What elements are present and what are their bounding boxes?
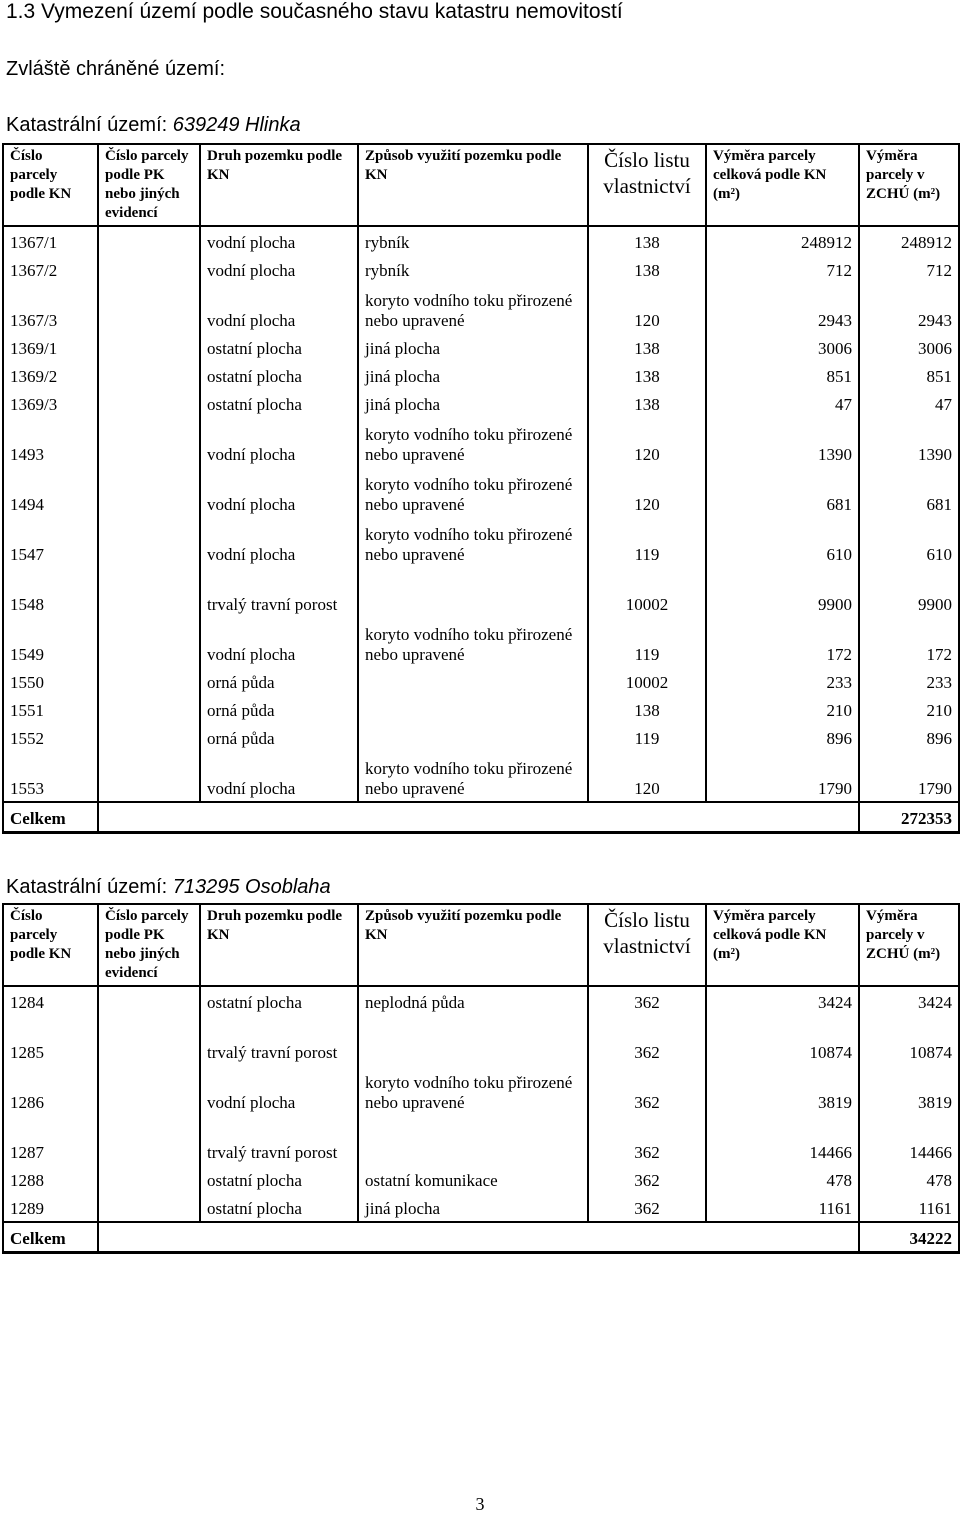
header-protected-area: Výměra parcely v ZCHÚ (m²) (859, 144, 959, 226)
land-use: koryto vodního toku přirozené nebo upravené (358, 283, 588, 333)
land-type: vodní plocha (200, 1065, 358, 1115)
total-area: 712 (706, 255, 859, 283)
header-ownership-sheet: Číslo listu vlastnictví (588, 904, 706, 986)
protected-area: 478 (859, 1165, 959, 1193)
parcel-table (2, 903, 960, 1254)
protected-area: 3006 (859, 333, 959, 361)
land-use: koryto vodního toku přirozené nebo upravené (358, 1065, 588, 1115)
table-row (3, 255, 959, 283)
land-type: trvalý travní porost (200, 1115, 358, 1165)
parcel-number-pk (98, 283, 200, 333)
table-row (3, 467, 959, 517)
total-value: 272353 (859, 802, 959, 833)
land-use (358, 723, 588, 751)
total-area: 681 (706, 467, 859, 517)
land-use: koryto vodního toku přirozené nebo upravené (358, 417, 588, 467)
header-kn: Číslo parcely podle KN (3, 904, 98, 986)
header-land-type: Druh pozemku podle KN (200, 904, 358, 986)
parcel-number-pk (98, 751, 200, 802)
protected-area-subheading: Zvláště chráněné území: (6, 58, 225, 80)
ownership-sheet-number: 138 (588, 255, 706, 283)
land-type: vodní plocha (200, 417, 358, 467)
table-row (3, 723, 959, 751)
ownership-sheet-number: 120 (588, 417, 706, 467)
ownership-sheet-number: 119 (588, 723, 706, 751)
table-row (3, 1065, 959, 1115)
total-area: 3006 (706, 333, 859, 361)
table-row (3, 361, 959, 389)
total-row (3, 1222, 959, 1253)
ownership-sheet-number: 10002 (588, 667, 706, 695)
ownership-sheet-number: 119 (588, 517, 706, 567)
land-type: vodní plocha (200, 517, 358, 567)
land-use: jiná plocha (358, 1193, 588, 1222)
table-row (3, 567, 959, 617)
table-header-row (3, 904, 959, 986)
total-area: 1390 (706, 417, 859, 467)
parcel-number-kn: 1287 (3, 1115, 98, 1165)
parcel-number-pk (98, 417, 200, 467)
header-land-type: Druh pozemku podle KN (200, 144, 358, 226)
land-use: rybník (358, 255, 588, 283)
total-area: 1790 (706, 751, 859, 802)
parcel-number-pk (98, 1115, 200, 1165)
total-row (3, 802, 959, 833)
protected-area: 1390 (859, 417, 959, 467)
total-area: 1161 (706, 1193, 859, 1222)
parcel-number-kn: 1548 (3, 567, 98, 617)
ownership-sheet-number: 119 (588, 617, 706, 667)
total-area: 248912 (706, 226, 859, 255)
parcel-table (2, 143, 960, 834)
table-row (3, 226, 959, 255)
protected-area: 712 (859, 255, 959, 283)
parcel-number-pk (98, 517, 200, 567)
table-row (3, 517, 959, 567)
land-type: vodní plocha (200, 283, 358, 333)
parcel-number-kn: 1288 (3, 1165, 98, 1193)
cadastral-area-label (6, 114, 301, 137)
land-use: ostatní komunikace (358, 1165, 588, 1193)
parcel-number-pk (98, 1065, 200, 1115)
total-label: Celkem (3, 802, 98, 833)
protected-area: 10874 (859, 1015, 959, 1065)
land-type: ostatní plocha (200, 986, 358, 1015)
parcel-number-pk (98, 1165, 200, 1193)
total-spacer (98, 1222, 859, 1253)
land-use (358, 1115, 588, 1165)
header-land-use: Způsob využití pozemku podle KN (358, 144, 588, 226)
parcel-number-kn: 1369/1 (3, 333, 98, 361)
parcel-number-kn: 1551 (3, 695, 98, 723)
header-pk: Číslo parcely podle PK nebo jiných evidencí (98, 904, 200, 986)
total-area: 172 (706, 617, 859, 667)
ownership-sheet-number: 138 (588, 333, 706, 361)
protected-area: 681 (859, 467, 959, 517)
parcel-number-pk (98, 723, 200, 751)
ownership-sheet-number: 362 (588, 1165, 706, 1193)
parcel-number-pk (98, 695, 200, 723)
parcel-number-pk (98, 617, 200, 667)
table-row (3, 1165, 959, 1193)
protected-area: 1161 (859, 1193, 959, 1222)
parcel-number-pk (98, 361, 200, 389)
table-body (3, 986, 959, 1222)
table-row (3, 617, 959, 667)
land-type: orná půda (200, 667, 358, 695)
ownership-sheet-number: 120 (588, 283, 706, 333)
table-row (3, 1015, 959, 1065)
total-spacer (98, 802, 859, 833)
total-area: 896 (706, 723, 859, 751)
land-type: orná půda (200, 723, 358, 751)
table-row (3, 1115, 959, 1165)
total-area: 478 (706, 1165, 859, 1193)
land-type: vodní plocha (200, 226, 358, 255)
cadastral-area-name: 713295 Osoblaha (172, 876, 331, 898)
parcel-number-kn: 1369/2 (3, 361, 98, 389)
ownership-sheet-number: 362 (588, 1065, 706, 1115)
ownership-sheet-number: 138 (588, 389, 706, 417)
protected-area: 3819 (859, 1065, 959, 1115)
protected-area: 896 (859, 723, 959, 751)
parcel-number-kn: 1367/1 (3, 226, 98, 255)
land-type: vodní plocha (200, 255, 358, 283)
parcel-number-pk (98, 986, 200, 1015)
ownership-sheet-number: 138 (588, 226, 706, 255)
land-type: vodní plocha (200, 617, 358, 667)
protected-area: 2943 (859, 283, 959, 333)
parcel-number-kn: 1367/2 (3, 255, 98, 283)
parcel-number-pk (98, 567, 200, 617)
table-row (3, 417, 959, 467)
parcel-number-kn: 1493 (3, 417, 98, 467)
total-area: 3424 (706, 986, 859, 1015)
land-use: koryto vodního toku přirozené nebo upravené (358, 467, 588, 517)
parcel-number-kn: 1369/3 (3, 389, 98, 417)
protected-area: 248912 (859, 226, 959, 255)
land-use: koryto vodního toku přirozené nebo upravené (358, 517, 588, 567)
parcel-number-kn: 1549 (3, 617, 98, 667)
header-pk: Číslo parcely podle PK nebo jiných evidencí (98, 144, 200, 226)
table-row (3, 1193, 959, 1222)
ownership-sheet-number: 362 (588, 1115, 706, 1165)
ownership-sheet-number: 138 (588, 695, 706, 723)
total-area: 2943 (706, 283, 859, 333)
header-total-area: Výměra parcely celková podle KN (m²) (706, 144, 859, 226)
header-kn: Číslo parcely podle KN (3, 144, 98, 226)
land-use: jiná plocha (358, 389, 588, 417)
land-use (358, 695, 588, 723)
parcel-number-kn: 1547 (3, 517, 98, 567)
header-land-use: Způsob využití pozemku podle KN (358, 904, 588, 986)
land-type: trvalý travní porost (200, 567, 358, 617)
protected-area: 47 (859, 389, 959, 417)
land-use (358, 567, 588, 617)
parcel-number-pk (98, 667, 200, 695)
land-type: trvalý travní porost (200, 1015, 358, 1065)
parcel-number-pk (98, 226, 200, 255)
parcel-number-pk (98, 1193, 200, 1222)
total-area: 233 (706, 667, 859, 695)
land-use: neplodná půda (358, 986, 588, 1015)
total-area: 610 (706, 517, 859, 567)
land-type: ostatní plocha (200, 361, 358, 389)
parcel-number-kn: 1553 (3, 751, 98, 802)
parcel-number-pk (98, 389, 200, 417)
land-use: koryto vodního toku přirozené nebo upravené (358, 751, 588, 802)
land-use (358, 667, 588, 695)
parcel-number-kn: 1284 (3, 986, 98, 1015)
total-area: 9900 (706, 567, 859, 617)
total-area: 851 (706, 361, 859, 389)
cadastral-area-prefix: Katastrální území: (6, 114, 173, 136)
protected-area: 172 (859, 617, 959, 667)
ownership-sheet-number: 120 (588, 467, 706, 517)
table-body (3, 226, 959, 802)
ownership-sheet-number: 362 (588, 1193, 706, 1222)
parcel-number-kn: 1286 (3, 1065, 98, 1115)
ownership-sheet-number: 120 (588, 751, 706, 802)
protected-area: 9900 (859, 567, 959, 617)
total-value: 34222 (859, 1222, 959, 1253)
cadastral-area-name: 639249 Hlinka (172, 114, 301, 136)
land-use: koryto vodního toku přirozené nebo upravené (358, 617, 588, 667)
land-type: orná půda (200, 695, 358, 723)
table-row (3, 333, 959, 361)
parcel-number-kn: 1367/3 (3, 283, 98, 333)
table-row (3, 667, 959, 695)
land-use (358, 1015, 588, 1065)
table-row (3, 389, 959, 417)
land-use: jiná plocha (358, 361, 588, 389)
protected-area: 3424 (859, 986, 959, 1015)
page-heading: 1.3 Vymezení území podle současného stavu katastru nemovitostí (6, 0, 623, 23)
total-label: Celkem (3, 1222, 98, 1253)
parcel-number-pk (98, 333, 200, 361)
table-row (3, 695, 959, 723)
cadastral-area-label (6, 876, 331, 899)
ownership-sheet-number: 362 (588, 986, 706, 1015)
protected-area: 851 (859, 361, 959, 389)
land-type: vodní plocha (200, 467, 358, 517)
table-row (3, 283, 959, 333)
total-area: 14466 (706, 1115, 859, 1165)
total-area: 10874 (706, 1015, 859, 1065)
total-area: 3819 (706, 1065, 859, 1115)
parcel-number-pk (98, 255, 200, 283)
land-type: ostatní plocha (200, 1193, 358, 1222)
total-area: 47 (706, 389, 859, 417)
total-area: 210 (706, 695, 859, 723)
land-type: ostatní plocha (200, 389, 358, 417)
ownership-sheet-number: 138 (588, 361, 706, 389)
parcel-number-pk (98, 467, 200, 517)
table-row (3, 751, 959, 802)
protected-area: 210 (859, 695, 959, 723)
parcel-number-kn: 1494 (3, 467, 98, 517)
land-type: ostatní plocha (200, 1165, 358, 1193)
cadastral-area-prefix: Katastrální území: (6, 876, 173, 898)
header-total-area: Výměra parcely celková podle KN (m²) (706, 904, 859, 986)
land-use: jiná plocha (358, 333, 588, 361)
parcel-number-kn: 1285 (3, 1015, 98, 1065)
parcel-number-kn: 1289 (3, 1193, 98, 1222)
protected-area: 1790 (859, 751, 959, 802)
header-protected-area: Výměra parcely v ZCHÚ (m²) (859, 904, 959, 986)
protected-area: 233 (859, 667, 959, 695)
protected-area: 610 (859, 517, 959, 567)
parcel-number-kn: 1550 (3, 667, 98, 695)
land-type: vodní plocha (200, 751, 358, 802)
parcel-number-pk (98, 1015, 200, 1065)
land-use: rybník (358, 226, 588, 255)
page-number: 3 (475, 1494, 485, 1514)
table-row (3, 986, 959, 1015)
table-header-row (3, 144, 959, 226)
header-ownership-sheet: Číslo listu vlastnictví (588, 144, 706, 226)
ownership-sheet-number: 362 (588, 1015, 706, 1065)
parcel-number-kn: 1552 (3, 723, 98, 751)
land-type: ostatní plocha (200, 333, 358, 361)
ownership-sheet-number: 10002 (588, 567, 706, 617)
protected-area: 14466 (859, 1115, 959, 1165)
